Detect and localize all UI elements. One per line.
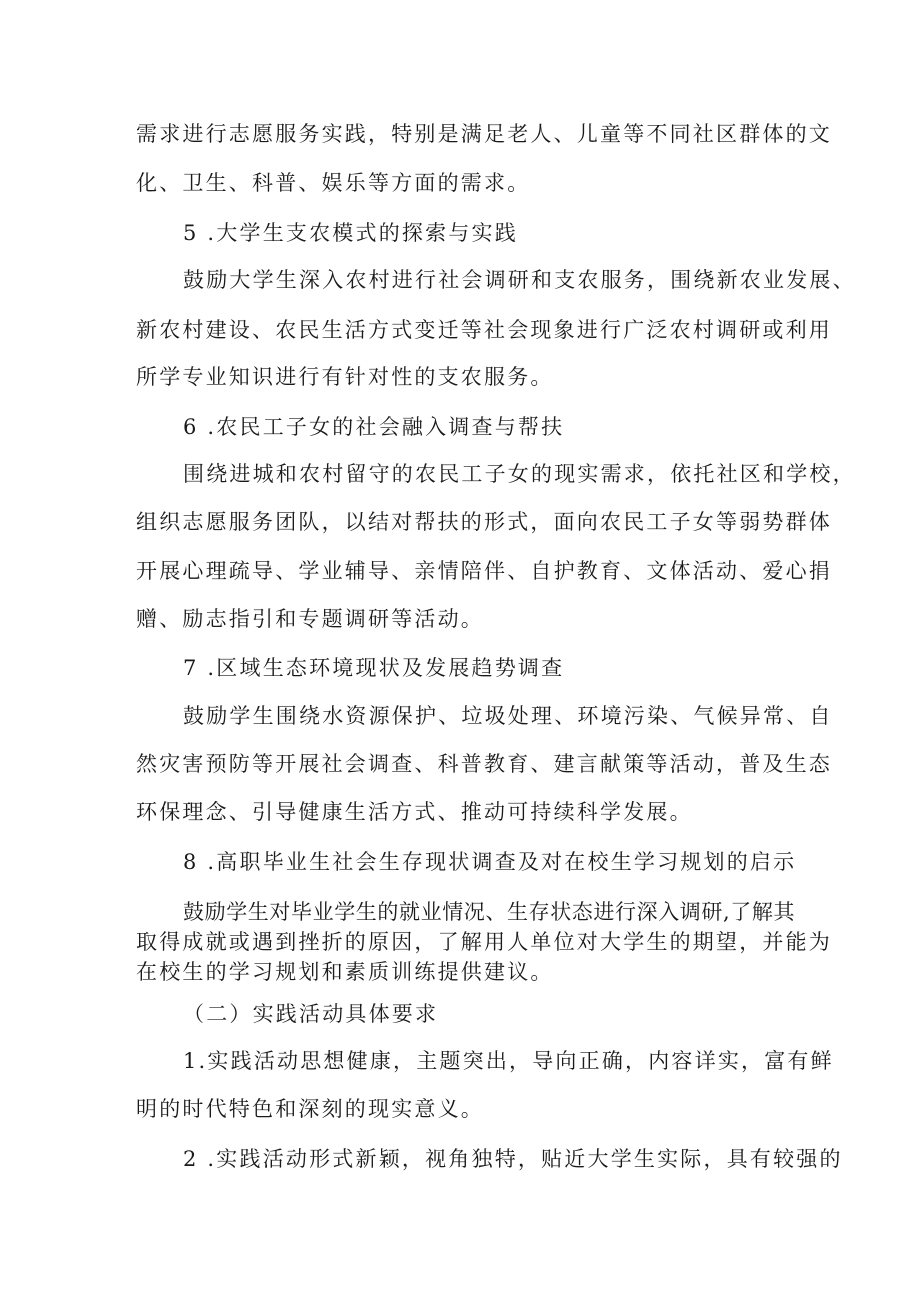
paragraph-line: 取得成就或遇到挫折的原因，了解用人单位对大学生的期望，并能为 (136, 930, 832, 954)
paragraph-line: 环保理念、引导健康生活方式、推动可持续科学发展。 (136, 800, 693, 824)
paragraph-line: 组织志愿服务团队，以结对帮扶的形式，面向农民工子女等弱势群体 (136, 510, 832, 534)
paragraph-line: 鼓励学生对毕业学生的就业情况、生存状态进行深入调研,了解其 (183, 900, 796, 924)
paragraph-line: 赠、励志指引和专题调研等活动。 (136, 607, 484, 631)
section-heading-7: 7 .区域生态环境现状及发展趋势调查 (183, 656, 565, 680)
paragraph-line: 需求进行志愿服务实践，特别是满足老人、儿童等不同社区群体的文 (136, 122, 832, 146)
paragraph-line: 所学专业知识进行有针对性的支农服务。 (136, 365, 554, 389)
paragraph-line: 化、卫生、科普、娱乐等方面的需求。 (136, 171, 531, 195)
section-heading-5: 5 .大学生支农模式的探索与实践 (183, 221, 518, 245)
paragraph-line: 新农村建设、农民生活方式变迁等社会现象进行广泛农村调研或利用 (136, 318, 832, 342)
paragraph-line: 在校生的学习规划和素质训练提供建议。 (136, 960, 554, 984)
paragraph-line: 开展心理疏导、学业辅导、亲情陪伴、自护教育、文体活动、爱心捐 (136, 559, 832, 583)
paragraph-line: 1.实践活动思想健康，主题突出，导向正确，内容详实，富有鲜 (183, 1049, 834, 1073)
paragraph-line: 然灾害预防等开展社会调查、科普教育、建言献策等活动，普及生态 (136, 752, 832, 776)
paragraph-line: 鼓励大学生深入农村进行社会调研和支农服务，围绕新农业发展、 (183, 268, 856, 292)
paragraph-line: 明的时代特色和深刻的现实意义。 (136, 1097, 484, 1121)
paragraph-line: 鼓励学生围绕水资源保护、垃圾处理、环境污染、气候异常、自 (183, 704, 833, 728)
subsection-heading: （二）实践活动具体要求 (183, 1002, 439, 1026)
paragraph-line: 围绕进城和农村留守的农民工子女的现实需求，依托社区和学校， (183, 462, 856, 486)
section-heading-8: 8 .高职毕业生社会生存现状调查及对在校生学习规划的启示 (183, 850, 797, 874)
paragraph-line: 2 .实践活动形式新颖，视角独特，贴近大学生实际，具有较强的 (183, 1147, 843, 1171)
section-heading-6: 6 .农民工子女的社会融入调查与帮扶 (183, 415, 565, 439)
